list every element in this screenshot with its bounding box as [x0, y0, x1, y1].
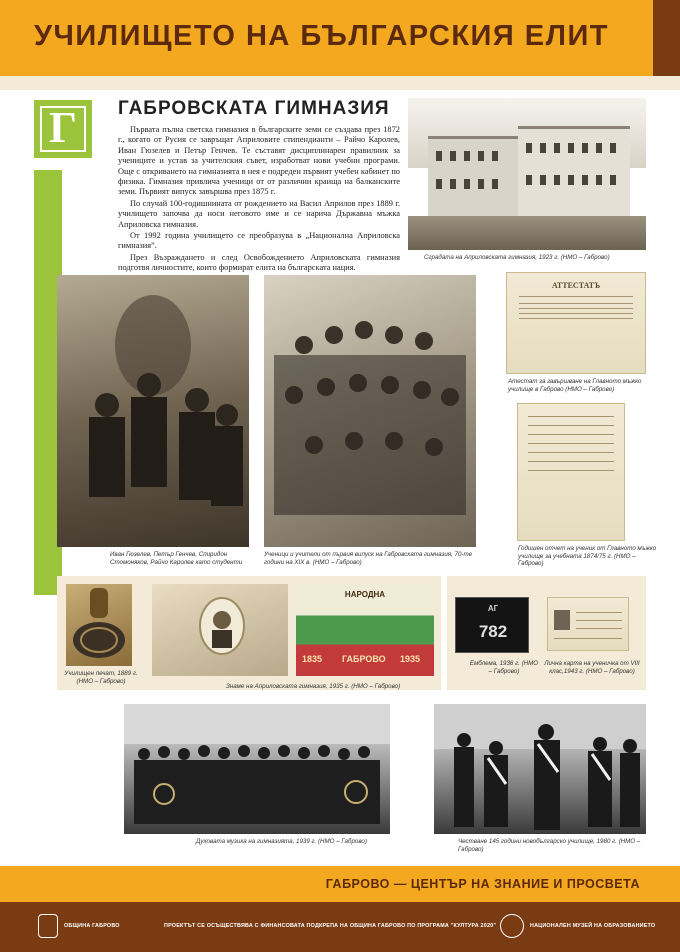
- id-card-document: [547, 597, 629, 651]
- banner-year-right: 1935: [400, 654, 421, 664]
- first-class-caption: Ученици и учители от първия випуск на Габровската гимназия, 70-те години на XIX в. (НМО – Габрово): [264, 551, 473, 566]
- gabrovo-crest-icon: [38, 914, 58, 938]
- banner-flag-photo: [296, 584, 434, 676]
- banner-caption: Знаме на Априловската гимназия, 1935 г. (НМО – Габрово): [226, 683, 401, 690]
- footer-funding-note: ПРОЕКТЪТ СЕ ОСЪЩЕСТВЯВА С ФИНАНСОВАТА ПОДКРЕПА НА ОБЩИНА ГАБРОВО ПО ПРОГРАМА "КУЛТУРА 2020": [164, 923, 497, 929]
- founders-photo: [57, 275, 249, 547]
- paragraph: Първата пълна светска гимназия в българските земи се създава през 1872 г., когато от Русия се завръщат Априловите стипендианти – Райчо Каролев, Иван Гюзелев и Петър Генчев. Те съставят дисциплинарен правилник за учениците и устав за учителския съвет, изработват нови учебни програми. Още с откриването на гимназията в нея е подреден първият учебен кабинет по физика. Гимназия привлича ученици от от различни краища на балканските земи. Първият випуск завършва през 1875 г.: [118, 125, 400, 197]
- brass-band-photo: [124, 704, 390, 834]
- banner-top-text: НАРОДНА: [344, 590, 386, 599]
- header-divider: [0, 76, 680, 90]
- id-photo-icon: [554, 610, 570, 630]
- certificate-caption: Атестат за завършване на Главното мъжко училище в Габрово (НМО – Габрово): [508, 378, 642, 393]
- certificate-document: [506, 272, 646, 374]
- paragraph: По случай 100-годишнината от рождението на Васил Априлов през 1889 г. училището започва да носи неговото име и се нарича Държавна мъжка Априловска гимназия.: [118, 198, 400, 229]
- first-class-photo: [264, 275, 476, 547]
- class-group-illustration: [264, 275, 476, 547]
- paragraph: През Възраждането и след Освобождението Априловската гимназия подготвя личностите, които формират елита на българската нация.: [118, 252, 400, 273]
- footer: [0, 902, 680, 952]
- emblem-photo: [455, 597, 529, 653]
- seal-icon: [66, 584, 132, 666]
- paragraph: От 1992 година училището се преобразува в „Национална Априловска гимназия”.: [118, 231, 400, 251]
- section-body: [118, 125, 400, 275]
- celebration-photo: [434, 704, 646, 834]
- seal-caption: Училищен печат, 1889 г. (НМО – Габрово): [64, 670, 138, 685]
- section-logo: [34, 100, 92, 158]
- celebration-illustration: [434, 704, 646, 834]
- emblem-letters: АГ: [487, 604, 499, 613]
- banner-city: ГАБРОВО: [342, 654, 386, 664]
- founders-caption: Иван Гюзелев, Петър Генчев, Спиридон Стомоняков, Райчо Каролев като студенти: [110, 551, 243, 566]
- tagline: ГАБРОВО — ЦЕНТЪР НА ЗНАНИЕ И ПРОСВЕТА: [325, 877, 640, 891]
- museum-emblem-icon: [500, 914, 524, 938]
- portrait-icon: [152, 584, 288, 676]
- band-group-illustration: [124, 704, 390, 834]
- emblem-caption: Емблема, 1936 г. (НМО – Габрово): [469, 660, 539, 675]
- page-title: УЧИЛИЩЕТО НА БЪЛГАРСКИЯ ЕЛИТ: [34, 20, 610, 52]
- certificate-heading: АТТЕСТАТЪ: [551, 281, 601, 290]
- building-caption: Сградата на Априловската гимназия, 1923 г. (НМО – Габрово): [424, 254, 610, 261]
- header-accent-block: [653, 0, 680, 76]
- footer-left-org: ОБЩИНА ГАБРОВО: [64, 923, 120, 929]
- report-card-caption: Годишен отчет на ученик от Главното мъжко училище за учебната 1874/75 г. (НМО – Габрово): [518, 545, 657, 567]
- celebration-caption: Честване 145 години новобългарско училище, 1980 г. (НМО – Габрово): [458, 838, 641, 853]
- banner-year-left: 1835: [302, 654, 323, 664]
- ornamental-letter-icon: Г: [40, 106, 86, 152]
- school-seal-photo: [66, 584, 132, 666]
- banner-portrait-photo: [152, 584, 288, 676]
- section-title: ГАБРОВСКАТА ГИМНАЗИЯ: [118, 98, 390, 119]
- id-card-caption: Лична карта на ученичка от VIII клас,1943 г. (НМО – Габрово): [544, 660, 640, 675]
- emblem-number: 782: [478, 622, 508, 641]
- founders-illustration: [57, 275, 249, 547]
- brass-band-caption: Духовата музика на гимназията, 1939 г. (НМО – Габрово): [196, 838, 367, 845]
- report-card-document: [517, 403, 625, 541]
- school-building-photo: [408, 98, 646, 250]
- footer-right-org: НАЦИОНАЛЕН МУЗЕЙ НА ОБРАЗОВАНИЕТО: [530, 923, 656, 929]
